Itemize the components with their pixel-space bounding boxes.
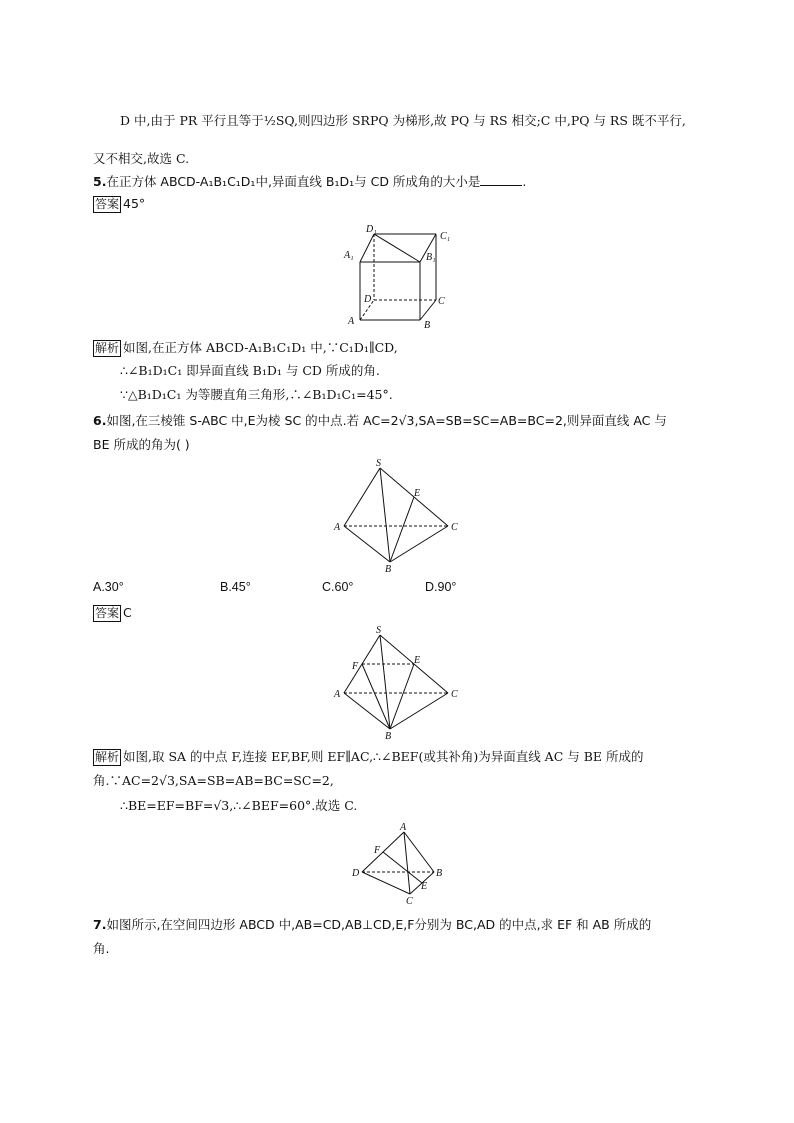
text-line-1: D 中,由于 PR 平行且等于½SQ,则四边形 SRPQ 为梯形,故 PQ 与 RS 相交;C 中,PQ 与 RS 既不平行,: [120, 113, 686, 128]
q6-analysis-1: [93, 748, 644, 766]
cube-figure: [340, 222, 460, 330]
analysis-label: 解析: [95, 750, 120, 764]
label-E: E: [414, 488, 421, 499]
option-d: D.90°: [425, 580, 457, 594]
label-F: F: [374, 845, 381, 856]
question-6-answer: [93, 604, 132, 622]
question-7-text-1: 如图所示,在空间四边形 ABCD 中,AB=CD,AB⊥CD,E,F分别为 BC,AD 的中点,求 EF 和 AB 所成的: [106, 917, 652, 932]
question-7-line-2: 角.: [93, 941, 110, 956]
answer-blank: [480, 173, 522, 186]
label-C: C: [451, 522, 458, 533]
question-5: [93, 173, 526, 191]
question-6-number: 6.: [93, 413, 107, 428]
label-B: B: [385, 731, 392, 742]
question-6-text-1: 如图,在三棱锥 S-ABC 中,E为棱 SC 的中点.若 AC=2√3,SA=SB=SC=AB=BC=2,则异面直线 AC 与: [106, 413, 667, 428]
label-S: S: [376, 625, 381, 636]
pyramid-figure-2: [334, 625, 464, 741]
q5-analysis-1: [93, 339, 398, 357]
question-5-tail: .: [522, 174, 527, 189]
question-7-line-1: [93, 916, 651, 934]
option-c: C.60°: [322, 580, 354, 594]
pyramid-figure-1: [334, 458, 464, 574]
answer-value: C: [123, 605, 132, 620]
question-7-number: 7.: [93, 917, 107, 932]
label-B1: B₁: [426, 252, 436, 263]
analysis-label: 解析: [95, 341, 120, 355]
label-B: B: [424, 320, 431, 331]
label-B: B: [385, 564, 392, 575]
label-C1: C₁: [440, 231, 451, 242]
answer-label: 答案: [95, 606, 120, 620]
label-D: D: [352, 868, 360, 879]
question-6-line-2: BE 所成的角为( ): [93, 437, 190, 452]
label-E: E: [414, 655, 421, 666]
q5-analysis-2: ∴∠B₁D₁C₁ 即异面直线 B₁D₁ 与 CD 所成的角.: [120, 363, 380, 378]
q6-analysis-3: ∴BE=EF=BF=√3,∴∠BEF=60°.故选 C.: [120, 798, 358, 813]
label-D: D: [364, 294, 372, 305]
label-D1: D₁: [366, 224, 377, 235]
label-F: F: [352, 661, 359, 672]
q5-analysis-3: ∵△B₁D₁C₁ 为等腰直角三角形,∴∠B₁D₁C₁=45°.: [120, 387, 393, 402]
answer-value: 45°: [123, 196, 146, 211]
label-B: B: [436, 868, 443, 879]
q6-analysis-text-1: 如图,取 SA 的中点 F,连接 EF,BF,则 EF∥AC,∴∠BEF(或其补角)为异面直线 AC 与 BE 所成的: [123, 749, 644, 764]
label-S: S: [376, 458, 381, 469]
label-A: A: [334, 689, 341, 700]
question-5-number: 5.: [93, 174, 107, 189]
label-C: C: [406, 896, 413, 907]
label-A: A: [334, 522, 341, 533]
q5-analysis-text-1: 如图,在正方体 ABCD-A₁B₁C₁D₁ 中,∵C₁D₁∥CD,: [123, 340, 398, 355]
label-A1: A₁: [344, 250, 354, 261]
answer-label: 答案: [95, 197, 120, 211]
label-A: A: [400, 822, 407, 833]
question-6-line-1: [93, 412, 667, 430]
option-a: A.30°: [93, 580, 124, 594]
label-C: C: [451, 689, 458, 700]
label-C: C: [438, 296, 445, 307]
question-5-answer: [93, 195, 145, 213]
question-5-text: 在正方体 ABCD-A₁B₁C₁D₁中,异面直线 B₁D₁与 CD 所成角的大小是: [106, 174, 481, 189]
label-E: E: [421, 881, 428, 892]
label-A: A: [348, 316, 355, 327]
tetrahedron-figure: [348, 822, 448, 907]
option-b: B.45°: [220, 580, 251, 594]
text-line-2: 又不相交,故选 C.: [93, 151, 190, 166]
q6-analysis-2: 角.∵AC=2√3,SA=SB=AB=BC=SC=2,: [93, 773, 334, 788]
